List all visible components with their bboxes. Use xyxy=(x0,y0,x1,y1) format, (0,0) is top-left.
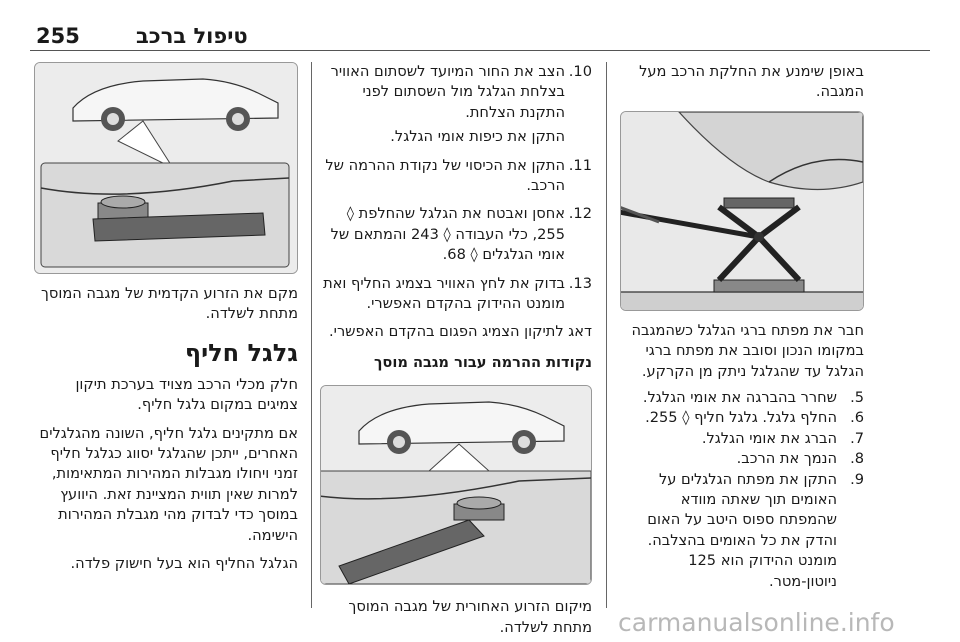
column-middle xyxy=(320,62,592,638)
figure-caption: חבר את מפתח ברגי הגלגל כשהמגבה במקומו הנכון וסובב את מפתח ברגי הגלגל עד שהגלגל ניתק מן הקרקע. xyxy=(631,321,864,380)
body-paragraph: אם מתקינים גלגל חליף, השונה מהגלגלים האחרים, ייתכן שהגלגל יסווג כגלגל חליף זמני ויחולו מגבלות המהירות המתאימות, למרות שאין תווית המציינת זאת. היוועץ במוסך כדי לבדוק מהי מגבלת המהירות הישימה. xyxy=(39,424,298,544)
step-text: התקן את מפתח הגלגלים על האומים תוך שאתה מוודא שהמפתח ספוס היטב על האום והדק את כל האומים בהצלבה. מומנט ההידוק הוא 125 ניוטון-מטר. xyxy=(647,470,837,590)
section-heading: גלגל חליף xyxy=(184,338,298,367)
step-text: הנמך את הרכב. xyxy=(736,450,837,468)
column-left xyxy=(34,62,298,582)
step-number: 7. xyxy=(850,429,864,447)
step-item xyxy=(620,408,864,428)
subheading: נקודות ההרמה עבור מגבה מוסך xyxy=(373,353,592,371)
watermark: carmanualsonline.info xyxy=(618,608,895,637)
note-text: דאג לתיקון הצמיג הפגום בהקדם האפשרי. xyxy=(329,323,592,341)
step-item xyxy=(320,62,592,123)
body-paragraph: חלק מכלי הרכב מצויד בערכת תיקון צמיגים במקום גלגל חליף. xyxy=(75,375,298,414)
step-text: התקן את הכיסוי של נקודת ההרמה של הרכב. xyxy=(325,156,565,195)
header-rule xyxy=(30,50,930,51)
step-item xyxy=(620,449,864,469)
figure-caption: מיקום הזרוע האחורית של מגבה המוסך מתחת לשלדה. xyxy=(348,598,592,636)
body-paragraph: הגלגל החליף הוא בעל חישוק פלדה. xyxy=(70,555,298,573)
step-text: אחסן ואבטח את הגלגל שהחלפת ◊ 255, כלי העבודה ◊ 243 והמתאם של אומי הגלגלים ◊ 68. xyxy=(330,205,565,264)
column-right xyxy=(620,62,864,592)
column-divider xyxy=(311,62,312,608)
figure-scissor-jack xyxy=(620,111,864,311)
step-item xyxy=(320,156,592,197)
step-text: הברג את אומי הגלגל. xyxy=(701,429,837,447)
section-title: טיפול ברכב xyxy=(136,24,248,48)
step-number: 11. xyxy=(568,156,592,174)
step-number: 6. xyxy=(850,409,864,427)
step-item xyxy=(620,470,864,592)
step-item xyxy=(320,274,592,315)
step-number: 13. xyxy=(568,274,592,292)
figure-caption: מקם את הזרוע הקדמית של מגבה המוסך מתחת לשלדה. xyxy=(41,285,298,323)
step-item xyxy=(620,429,864,449)
step-text: החלף גלגל. גלגל חליף ◊ 255. xyxy=(645,409,837,427)
step-text: הצב את החור המיועד לשסתום האוויר בצלחת הגלגל מול השסתום לפני התקנת הצלחת. xyxy=(330,63,565,121)
step-number: 8. xyxy=(850,450,864,468)
step-number: 12. xyxy=(568,205,592,223)
continuation-text: באופן שימנע את החלקת הרכב מעל המגבה. xyxy=(639,63,864,101)
step-number: 9. xyxy=(850,470,864,488)
step-item xyxy=(320,204,592,265)
steps-list xyxy=(620,388,864,592)
figure-front-lift-point xyxy=(34,62,298,274)
figure-rear-lift-point xyxy=(320,385,592,585)
step-item xyxy=(620,388,864,408)
page-number: 255 xyxy=(36,24,80,48)
step-number: 5. xyxy=(850,389,864,407)
column-divider xyxy=(606,62,607,608)
step-text: שחרר בהברגה את אומי הגלגל. xyxy=(642,389,837,407)
step-extra: התקן את כיפות אומי הגלגל. xyxy=(390,128,565,146)
step-text: בדוק את לחץ האוויר בצמיג החליף ואת מומנט ההידוק בהקדם האפשרי. xyxy=(323,274,565,313)
step-number: 10. xyxy=(568,63,592,80)
page-header xyxy=(30,22,930,52)
